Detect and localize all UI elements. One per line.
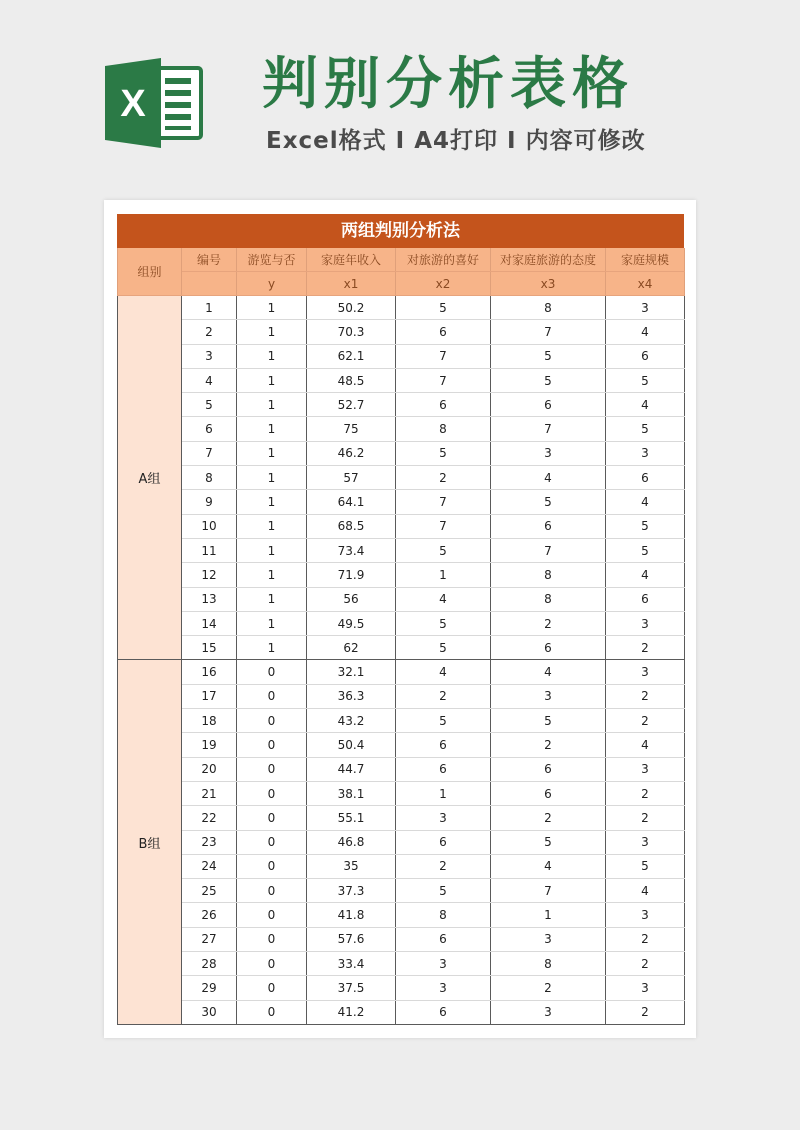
table-row <box>118 611 685 635</box>
symbol-cell: x1 <box>307 272 396 296</box>
table-cell[interactable]: 14 <box>182 611 237 635</box>
table-row <box>118 441 685 465</box>
table-cell[interactable]: 0 <box>237 879 307 903</box>
table-cell[interactable]: 7 <box>491 320 606 344</box>
table-cell[interactable]: 48.5 <box>307 368 396 392</box>
group-label-cell: B组 <box>118 660 182 1024</box>
table-cell[interactable]: 5 <box>606 368 685 392</box>
table-cell[interactable]: 12 <box>182 563 237 587</box>
table-cell[interactable]: 5 <box>491 709 606 733</box>
table-cell[interactable]: 5 <box>606 854 685 878</box>
table-cell[interactable]: 1 <box>237 538 307 562</box>
table-cell[interactable]: 0 <box>237 903 307 927</box>
table-cell[interactable]: 5 <box>396 636 491 660</box>
table-cell[interactable]: 3 <box>396 806 491 830</box>
table-cell[interactable]: 6 <box>491 781 606 805</box>
table-cell[interactable]: 8 <box>396 417 491 441</box>
table-cell[interactable]: 0 <box>237 806 307 830</box>
table-cell[interactable]: 1 <box>237 466 307 490</box>
table-cell[interactable]: 1 <box>396 563 491 587</box>
table-cell[interactable]: 0 <box>237 854 307 878</box>
table-cell[interactable]: 56 <box>307 587 396 611</box>
table-cell[interactable]: 5 <box>491 490 606 514</box>
table-cell[interactable]: 10 <box>182 514 237 538</box>
table-row <box>118 806 685 830</box>
table-cell[interactable]: 5 <box>606 514 685 538</box>
table-cell[interactable]: 43.2 <box>307 709 396 733</box>
table-cell[interactable]: 7 <box>491 538 606 562</box>
table-row <box>118 368 685 392</box>
table-cell[interactable]: 7 <box>491 879 606 903</box>
page-title: 判别分析表格 <box>262 52 634 117</box>
symbol-cell <box>182 272 237 296</box>
table-cell[interactable]: 3 <box>396 952 491 976</box>
table-cell[interactable]: 5 <box>491 368 606 392</box>
table-row <box>118 466 685 490</box>
table-cell[interactable]: 52.7 <box>307 393 396 417</box>
table-cell[interactable]: 1 <box>237 587 307 611</box>
table-cell[interactable]: 5 <box>182 393 237 417</box>
table-cell[interactable]: 5 <box>396 296 491 320</box>
table-row <box>118 903 685 927</box>
table-cell[interactable]: 4 <box>606 393 685 417</box>
table-cell[interactable]: 0 <box>237 830 307 854</box>
table-cell[interactable]: 4 <box>491 466 606 490</box>
table-cell[interactable]: 3 <box>606 903 685 927</box>
table-cell[interactable]: 3 <box>606 296 685 320</box>
table-cell[interactable]: 44.7 <box>307 757 396 781</box>
table-cell[interactable]: 19 <box>182 733 237 757</box>
table-cell[interactable]: 2 <box>606 927 685 951</box>
table-cell[interactable]: 25 <box>182 879 237 903</box>
table-row <box>118 490 685 514</box>
table-cell[interactable]: 4 <box>606 563 685 587</box>
table-cell[interactable]: 4 <box>606 490 685 514</box>
table-cell[interactable]: 8 <box>396 903 491 927</box>
excel-logo-icon <box>103 58 203 148</box>
table-cell[interactable]: 1 <box>237 320 307 344</box>
table-row <box>118 781 685 805</box>
table-cell[interactable]: 27 <box>182 927 237 951</box>
table-cell[interactable]: 0 <box>237 1000 307 1024</box>
table-cell[interactable]: 62.1 <box>307 344 396 368</box>
table-cell[interactable]: 57.6 <box>307 927 396 951</box>
table-cell[interactable]: 28 <box>182 952 237 976</box>
table-cell[interactable]: 1 <box>237 417 307 441</box>
table-cell[interactable]: 3 <box>606 757 685 781</box>
symbol-cell: x3 <box>491 272 606 296</box>
table-cell[interactable]: 6 <box>491 514 606 538</box>
table-cell[interactable]: 2 <box>491 611 606 635</box>
table-row <box>118 952 685 976</box>
table-cell[interactable]: 6 <box>396 1000 491 1024</box>
table-cell[interactable]: 2 <box>396 466 491 490</box>
table-cell[interactable]: 21 <box>182 781 237 805</box>
table-cell[interactable]: 50.2 <box>307 296 396 320</box>
table-cell[interactable]: 6 <box>606 344 685 368</box>
table-cell[interactable]: 7 <box>182 441 237 465</box>
table-cell[interactable]: 2 <box>491 733 606 757</box>
table-cell[interactable]: 1 <box>237 563 307 587</box>
table-cell[interactable]: 26 <box>182 903 237 927</box>
table-cell[interactable]: 1 <box>182 296 237 320</box>
table-cell[interactable]: 2 <box>491 806 606 830</box>
table-cell[interactable]: 1 <box>237 441 307 465</box>
table-cell[interactable]: 41.2 <box>307 1000 396 1024</box>
table-cell[interactable]: 37.5 <box>307 976 396 1000</box>
column-header: 家庭规模 <box>606 248 685 272</box>
table-cell[interactable]: 4 <box>396 660 491 684</box>
table-cell[interactable]: 8 <box>491 952 606 976</box>
table-cell[interactable]: 0 <box>237 781 307 805</box>
table-cell[interactable]: 50.4 <box>307 733 396 757</box>
logo-letter: X <box>120 83 146 125</box>
table-cell[interactable]: 11 <box>182 538 237 562</box>
table-cell[interactable]: 5 <box>396 441 491 465</box>
symbol-cell: x4 <box>606 272 685 296</box>
table-cell[interactable]: 46.8 <box>307 830 396 854</box>
table-cell[interactable]: 7 <box>491 417 606 441</box>
table-cell[interactable]: 3 <box>182 344 237 368</box>
table-row <box>118 976 685 1000</box>
table-cell[interactable]: 3 <box>396 976 491 1000</box>
table-cell[interactable]: 6 <box>396 320 491 344</box>
table-cell[interactable]: 2 <box>606 636 685 660</box>
table-cell[interactable]: 6 <box>491 636 606 660</box>
table-row <box>118 1000 685 1024</box>
table-cell[interactable]: 6 <box>396 393 491 417</box>
table-row <box>118 757 685 781</box>
symbol-row <box>118 272 685 296</box>
table-cell[interactable]: 3 <box>606 976 685 1000</box>
symbol-cell: y <box>237 272 307 296</box>
table-cell[interactable]: 4 <box>396 587 491 611</box>
table-row <box>118 587 685 611</box>
table-cell[interactable]: 2 <box>396 854 491 878</box>
table-cell[interactable]: 8 <box>491 563 606 587</box>
table-row <box>118 344 685 368</box>
table-row <box>118 296 685 320</box>
group-label-cell: A组 <box>118 296 182 660</box>
table-cell[interactable]: 6 <box>491 393 606 417</box>
table-cell[interactable]: 46.2 <box>307 441 396 465</box>
table-cell[interactable]: 32.1 <box>307 660 396 684</box>
table-cell[interactable]: 8 <box>491 587 606 611</box>
table-cell[interactable]: 1 <box>237 296 307 320</box>
table-cell[interactable]: 8 <box>491 296 606 320</box>
table-row <box>118 854 685 878</box>
table-row <box>118 320 685 344</box>
table-row <box>118 927 685 951</box>
table-cell[interactable]: 6 <box>396 830 491 854</box>
table-row <box>118 417 685 441</box>
table-cell[interactable]: 6 <box>606 587 685 611</box>
table-cell[interactable]: 5 <box>606 538 685 562</box>
table-cell[interactable]: 4 <box>606 320 685 344</box>
table-cell[interactable]: 3 <box>491 441 606 465</box>
table-cell[interactable]: 18 <box>182 709 237 733</box>
table-row <box>118 636 685 660</box>
table-cell[interactable]: 38.1 <box>307 781 396 805</box>
table-cell[interactable]: 6 <box>396 757 491 781</box>
table-row <box>118 514 685 538</box>
table-cell[interactable]: 35 <box>307 854 396 878</box>
table-cell[interactable]: 2 <box>606 684 685 708</box>
table-cell[interactable]: 55.1 <box>307 806 396 830</box>
data-table <box>117 248 685 1025</box>
table-cell[interactable]: 7 <box>396 344 491 368</box>
table-cell[interactable]: 24 <box>182 854 237 878</box>
table-cell[interactable]: 5 <box>491 344 606 368</box>
table-cell[interactable]: 20 <box>182 757 237 781</box>
table-row <box>118 393 685 417</box>
table-cell[interactable]: 2 <box>606 709 685 733</box>
table-cell[interactable]: 3 <box>606 611 685 635</box>
table-cell[interactable]: 71.9 <box>307 563 396 587</box>
table-cell[interactable]: 22 <box>182 806 237 830</box>
table-cell[interactable]: 7 <box>396 514 491 538</box>
table-cell[interactable]: 4 <box>606 733 685 757</box>
table-cell[interactable]: 5 <box>491 830 606 854</box>
table-body <box>118 248 685 1024</box>
table-cell[interactable]: 0 <box>237 660 307 684</box>
table-cell[interactable]: 3 <box>606 830 685 854</box>
table-row <box>118 684 685 708</box>
table-cell[interactable]: 68.5 <box>307 514 396 538</box>
table-cell[interactable]: 2 <box>396 684 491 708</box>
table-cell[interactable]: 62 <box>307 636 396 660</box>
table-row <box>118 709 685 733</box>
table-cell[interactable]: 16 <box>182 660 237 684</box>
table-cell[interactable]: 2 <box>491 976 606 1000</box>
table-cell[interactable]: 29 <box>182 976 237 1000</box>
table-cell[interactable]: 36.3 <box>307 684 396 708</box>
table-cell[interactable]: 5 <box>396 611 491 635</box>
table-cell[interactable]: 2 <box>606 1000 685 1024</box>
table-cell[interactable]: 37.3 <box>307 879 396 903</box>
table-cell[interactable]: 2 <box>182 320 237 344</box>
table-cell[interactable]: 23 <box>182 830 237 854</box>
table-cell[interactable]: 49.5 <box>307 611 396 635</box>
table-cell[interactable]: 6 <box>396 733 491 757</box>
table-cell[interactable]: 4 <box>491 660 606 684</box>
table-row <box>118 879 685 903</box>
table-cell[interactable]: 0 <box>237 757 307 781</box>
column-header: 编号 <box>182 248 237 272</box>
table-cell[interactable]: 1 <box>237 490 307 514</box>
table-row <box>118 660 685 684</box>
column-header: 对家庭旅游的态度 <box>491 248 606 272</box>
table-cell[interactable]: 1 <box>396 781 491 805</box>
table-cell[interactable]: 1 <box>491 903 606 927</box>
table-cell[interactable]: 5 <box>396 879 491 903</box>
table-row <box>118 538 685 562</box>
table-cell[interactable]: 33.4 <box>307 952 396 976</box>
table-cell[interactable]: 3 <box>606 660 685 684</box>
table-cell[interactable]: 17 <box>182 684 237 708</box>
spreadsheet <box>117 214 684 1025</box>
table-cell[interactable]: 3 <box>491 927 606 951</box>
symbol-cell: x2 <box>396 272 491 296</box>
table-cell[interactable]: 6 <box>606 466 685 490</box>
table-cell[interactable]: 1 <box>237 611 307 635</box>
table-cell[interactable]: 7 <box>396 368 491 392</box>
table-cell[interactable]: 13 <box>182 587 237 611</box>
table-cell[interactable]: 2 <box>606 806 685 830</box>
table-cell[interactable]: 0 <box>237 952 307 976</box>
table-row <box>118 830 685 854</box>
table-cell[interactable]: 1 <box>237 514 307 538</box>
column-header: 对旅游的喜好 <box>396 248 491 272</box>
table-cell[interactable]: 64.1 <box>307 490 396 514</box>
table-cell[interactable]: 75 <box>307 417 396 441</box>
table-cell[interactable]: 4 <box>491 854 606 878</box>
sheet-banner: 两组判别分析法 <box>117 214 684 248</box>
table-cell[interactable]: 41.8 <box>307 903 396 927</box>
table-cell[interactable]: 3 <box>606 441 685 465</box>
table-cell[interactable]: 2 <box>606 781 685 805</box>
table-cell[interactable]: 3 <box>491 684 606 708</box>
table-cell[interactable]: 5 <box>606 417 685 441</box>
table-row <box>118 733 685 757</box>
table-cell[interactable]: 57 <box>307 466 396 490</box>
table-cell[interactable]: 0 <box>237 684 307 708</box>
table-cell[interactable]: 1 <box>237 636 307 660</box>
table-cell[interactable]: 0 <box>237 927 307 951</box>
table-cell[interactable]: 0 <box>237 733 307 757</box>
table-cell[interactable]: 30 <box>182 1000 237 1024</box>
column-header: 家庭年收入 <box>307 248 396 272</box>
table-cell[interactable]: 0 <box>237 976 307 1000</box>
page-subtitle: Excel格式 I A4打印 I 内容可修改 <box>266 128 646 154</box>
table-cell[interactable]: 4 <box>182 368 237 392</box>
table-cell[interactable]: 73.4 <box>307 538 396 562</box>
table-row <box>118 563 685 587</box>
table-cell[interactable]: 4 <box>606 879 685 903</box>
table-cell[interactable]: 1 <box>237 344 307 368</box>
table-cell[interactable]: 5 <box>396 709 491 733</box>
table-cell[interactable]: 15 <box>182 636 237 660</box>
table-cell[interactable]: 5 <box>396 538 491 562</box>
table-cell[interactable]: 9 <box>182 490 237 514</box>
column-header: 游览与否 <box>237 248 307 272</box>
table-cell[interactable]: 0 <box>237 709 307 733</box>
header-row <box>118 248 685 272</box>
table-cell[interactable]: 3 <box>491 1000 606 1024</box>
table-cell[interactable]: 2 <box>606 952 685 976</box>
table-cell[interactable]: 6 <box>491 757 606 781</box>
table-cell[interactable]: 6 <box>182 417 237 441</box>
table-cell[interactable]: 1 <box>237 393 307 417</box>
table-cell[interactable]: 6 <box>396 927 491 951</box>
table-cell[interactable]: 70.3 <box>307 320 396 344</box>
group-header-cell: 组别 <box>118 248 182 296</box>
table-cell[interactable]: 8 <box>182 466 237 490</box>
table-cell[interactable]: 7 <box>396 490 491 514</box>
table-cell[interactable]: 1 <box>237 368 307 392</box>
